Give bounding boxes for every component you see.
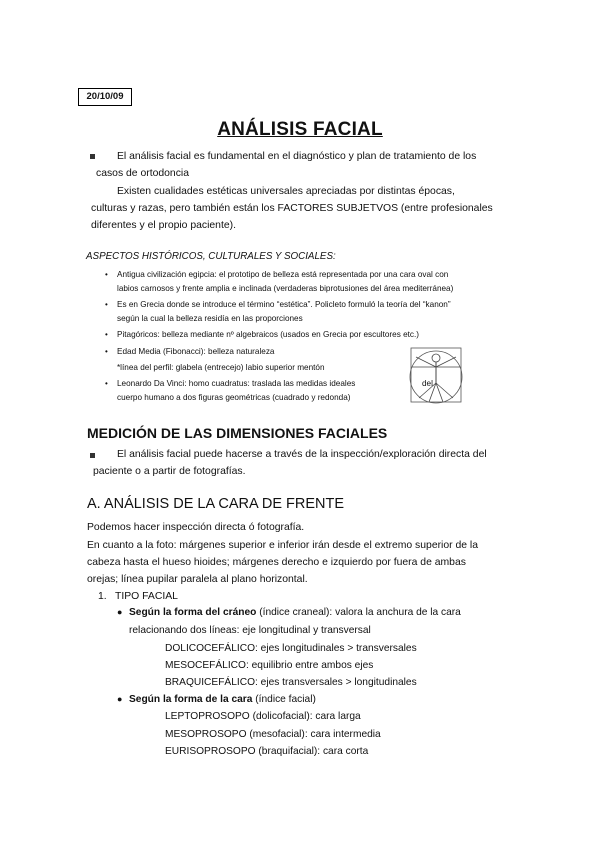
craneo-line-2: relacionando dos líneas: eje longitudinal y transversal [129, 625, 371, 636]
date-label: 20/10/09 [78, 88, 132, 106]
craneo-rest: (índice craneal): valora la anchura de la cara [256, 607, 461, 618]
cara-bold: Según la forma de la cara [129, 694, 253, 705]
list-item: • Pitagóricos: belleza mediante nº algebraicos (usados en Grecia por escultores etc.) [117, 328, 453, 342]
intro-para-line-2: culturas y razas, pero también están los FACTORES SUBJETVOS (entre profesionales [91, 203, 493, 214]
page-title: ANÁLISIS FACIAL [217, 119, 383, 140]
round-bullet-icon: ● [117, 607, 123, 617]
aspectos-list [105, 268, 454, 404]
square-bullet-icon [90, 154, 95, 159]
bullet-dot-icon: • [105, 330, 108, 340]
intro-bullet-line-1: El análisis facial es fundamental en el diagnóstico y plan de tratamiento de los [117, 151, 477, 162]
frente-paragraph-2-line-2: cabeza hasta el hueso hioides; márgenes derecho e izquierdo por fuera de ambas [87, 557, 466, 568]
square-bullet-icon [90, 453, 95, 458]
frente-paragraph-2-line-3: orejas; línea pupilar paralela al plano horizontal. [87, 574, 308, 585]
craneo-bold: Según la forma del cráneo [129, 607, 257, 618]
bullet-dot-icon: • [105, 379, 108, 389]
cara-rest: (índice facial) [252, 694, 316, 705]
craneo-type-meso: MESOCEFÁLICO: equilibrio entre ambos ejes [165, 660, 374, 671]
list-item: • Antigua civilización egipcia: el prototipo de belleza está representada por una cara oval con [117, 268, 453, 282]
bullet-dot-icon: • [105, 346, 108, 356]
list-item: • Leonardo Da Vinci: homo cuadratus: traslada las medidas ideales del [117, 377, 453, 391]
craneo-type-dolico: DOLICOCEFÁLICO: ejes longitudinales > transversales [165, 643, 417, 654]
intro-para-line-1: Existen cualidades estéticas universales apreciadas por distintas épocas, [117, 186, 455, 197]
list-item: • Es en Grecia donde se introduce el término “estética”. Policleto formuló la teoría del “kanon” [117, 298, 453, 312]
vitruvian-man-image [407, 345, 465, 405]
cara-type-euriso: EURISOPROSOPO (braquifacial): cara corta [165, 746, 369, 757]
tipo-facial-title: TIPO FACIAL [115, 591, 178, 602]
cara-type-lepto: LEPTOPROSOPO (dolicofacial): cara larga [165, 711, 361, 722]
list-number: 1. [98, 591, 107, 602]
craneo-type-braqui: BRAQUICEFÁLICO: ejes transversales > longitudinales [165, 677, 417, 688]
bullet-dot-icon: • [105, 300, 108, 310]
bullet-dot-icon: • [105, 270, 108, 279]
list-item: • Edad Media (Fibonacci): belleza naturaleza [117, 345, 453, 359]
medicion-line-2: paciente o a partir de fotografías. [93, 466, 246, 477]
list-item-continuation: según la cual la belleza residía en las proporciones [117, 313, 303, 323]
medicion-heading: MEDICIÓN DE LAS DIMENSIONES FACIALES [87, 425, 388, 441]
round-bullet-icon: ● [117, 694, 123, 704]
aspectos-heading: ASPECTOS HISTÓRICOS, CULTURALES Y SOCIALES: [86, 251, 336, 262]
craneo-line-1 [129, 604, 461, 622]
list-item-continuation: cuerpo humano a dos figuras geométricas (cuadrado y redonda) [117, 392, 351, 402]
intro-bullet-line-2: casos de ortodoncia [96, 168, 189, 179]
medicion-line-1: El análisis facial puede hacerse a través de la inspección/exploración directa del [117, 449, 487, 460]
cara-line-1 [129, 691, 316, 709]
frente-paragraph-1: Podemos hacer inspección directa ó fotografía. [87, 522, 305, 533]
frente-heading: A. ANÁLISIS DE LA CARA DE FRENTE [87, 496, 345, 512]
list-item-continuation: *línea del perfil: glabela (entrecejo) labio superior mentón [117, 362, 325, 372]
intro-para-line-3: diferentes y el propio paciente). [91, 220, 236, 231]
list-item-continuation: labios carnosos y frente amplia e inclinada (verdaderas biprotusiones del área mediterránea) [117, 283, 454, 293]
frente-paragraph-2-line-1: En cuanto a la foto: márgenes superior e inferior irán desde el extremo superior de la [87, 540, 479, 551]
cara-type-meso: MESOPROSOPO (mesofacial): cara intermedia [165, 729, 381, 740]
